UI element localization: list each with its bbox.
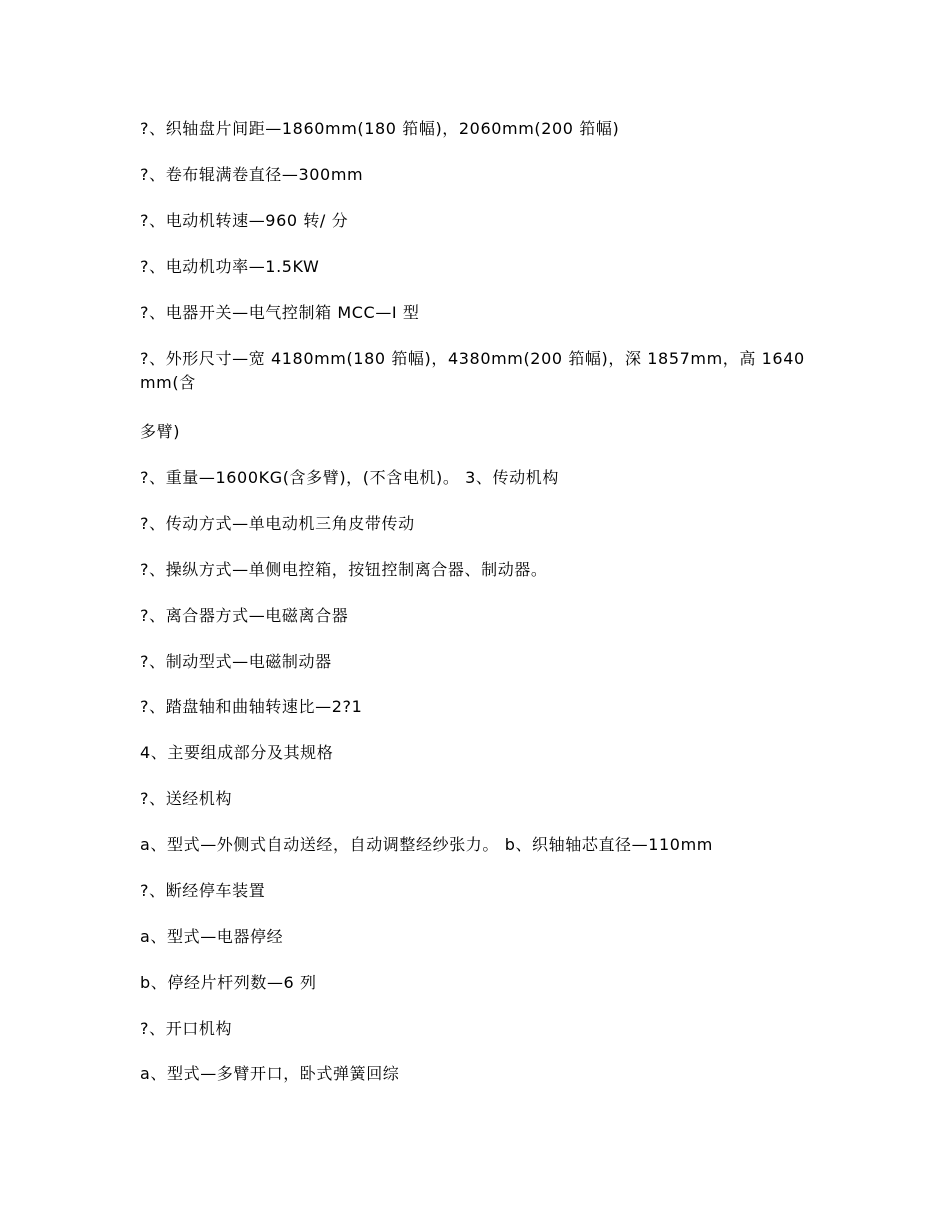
spec-line-control-method: ?、操纵方式—单侧电控箱，按钮控制离合器、制动器。 — [140, 560, 548, 579]
spec-line-beam-flange-spacing: ?、织轴盘片间距—1860mm(180 筘幅)，2060mm(200 筘幅) — [140, 119, 620, 138]
spec-line-drop-wire-rows: b、停经片杆列数—6 列 — [140, 973, 317, 992]
spec-line-shedding-mechanism: ?、开口机构 — [140, 1019, 233, 1038]
spec-line-warp-stop-type: a、型式—电器停经 — [140, 927, 284, 946]
spec-line-motor-power: ?、电动机功率—1.5KW — [140, 257, 320, 276]
spec-line-overall-dimensions-cont: 多臂) — [140, 422, 181, 441]
spec-line-brake-type: ?、制动型式—电磁制动器 — [140, 652, 332, 671]
section-heading-main-components: 4、主要组成部分及其规格 — [140, 743, 334, 762]
spec-line-electric-switch: ?、电器开关—电气控制箱 MCC—I 型 — [140, 303, 420, 322]
spec-line-speed-ratio: ?、踏盘轴和曲轴转速比—2?1 — [140, 697, 363, 716]
spec-line-clutch-type: ?、离合器方式—电磁离合器 — [140, 606, 349, 625]
spec-line-cloth-roll-diameter: ?、卷布辊满卷直径—300mm — [140, 165, 364, 184]
spec-line-shedding-type: a、型式—多臂开口，卧式弹簧回综 — [140, 1064, 400, 1083]
spec-line-warp-stop-device: ?、断经停车装置 — [140, 881, 266, 900]
spec-line-let-off-type: a、型式—外侧式自动送经，自动调整经纱张力。 b、织轴轴芯直径—110mm — [140, 835, 713, 854]
spec-line-drive-method: ?、传动方式—单电动机三角皮带传动 — [140, 514, 415, 533]
spec-line-weight: ?、重量—1600KG(含多臂)，(不含电机)。 3、传动机构 — [140, 468, 559, 487]
spec-line-let-off-mechanism: ?、送经机构 — [140, 789, 233, 808]
spec-line-overall-dimensions: ?、外形尺寸—宽 4180mm(180 筘幅)，4380mm(200 筘幅)，深 1857mm，高 1640mm(含 — [140, 349, 805, 392]
spec-line-motor-speed: ?、电动机转速—960 转/ 分 — [140, 211, 349, 230]
